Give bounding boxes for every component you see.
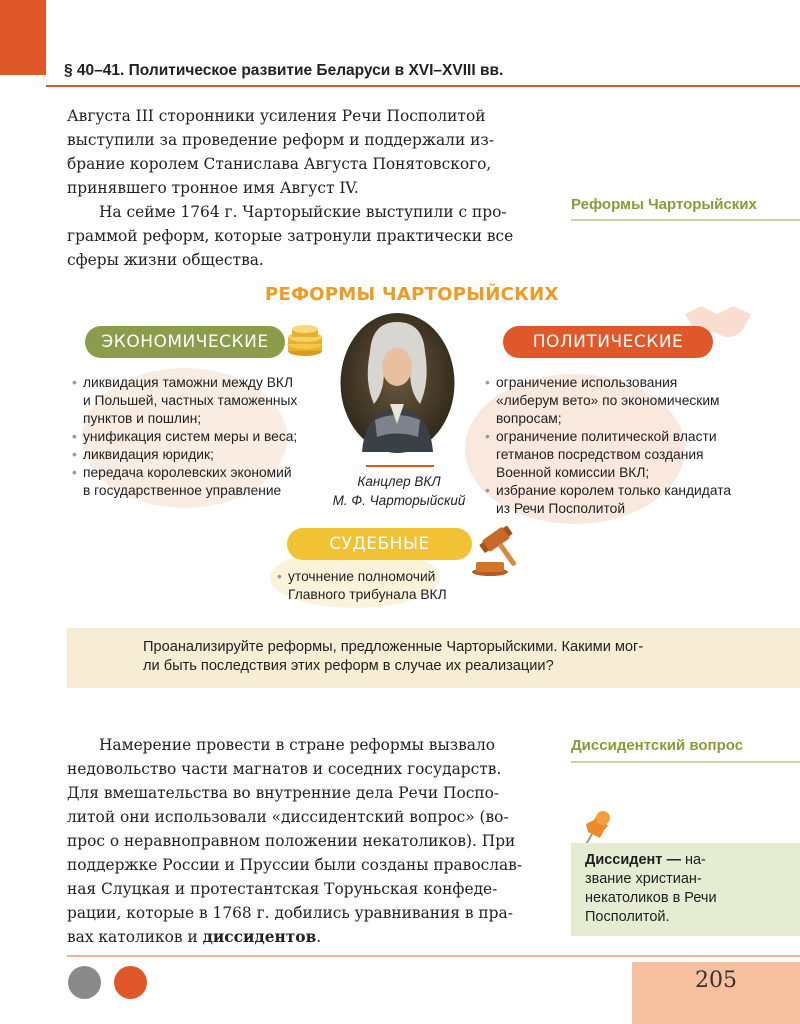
gavel-icon [468,522,538,578]
text-line: На сейме 1764 г. Чарторыйские выступили с про- [99,203,507,221]
text-line: Диссидент — на- [585,852,706,868]
text-line: ли быть последствия этих реформ в случае их реализации? [143,658,554,674]
coins-icon [283,318,327,358]
page-number: 205 [695,968,737,993]
caption-line: М. Ф. Чарторыйский [332,493,466,508]
text-line: прос о неравноправном положении некатоликов). При [67,832,516,850]
task-question [143,638,643,676]
section-header-title: § 40–41. Политическое развитие Беларуси в XVI–XVIII вв. [64,62,504,79]
sidebar-divider [571,219,800,221]
dissident-paragraph [67,733,557,949]
text-line: Намерение провести в стране реформы вызвало [99,736,495,754]
text-line: брание королем Станислава Августа Понятовского, [67,155,492,173]
list-item: • передача королевских экономий в государственное управление [72,464,297,500]
text-line: Августа III сторонники усиления Речи Посполитой [67,107,486,125]
text-line: рации, которые в 1768 г. добились уравнивания в пра- [67,904,513,922]
caption-line: Канцлер ВКЛ [357,474,441,489]
text-line: Посполитой. [585,909,670,925]
text-line: звание христиан- [585,871,702,887]
dissidents-term: диссидентов [202,928,317,946]
economic-reforms-list [72,374,297,500]
list-item: • ограничение политической власти гетманов посредством создания Военной комиссии ВКЛ; [485,428,731,482]
diagram-title: РЕФОРМЫ ЧАРТОРЫЙСКИХ [265,284,559,305]
economic-reforms-label: ЭКОНОМИЧЕСКИЕ [85,326,285,358]
text-line: некатоликов в Речи [585,890,717,906]
political-reforms-list [485,374,731,518]
list-item: • избрание королем только кандидата из Речи Посполитой [485,482,731,518]
list-item: • ликвидация таможни между ВКЛ и Польшей, частных таможенных пунктов и пошлин; [72,374,297,428]
judicial-reforms-label: СУДЕБНЫЕ [287,528,472,560]
text-line: недовольство части магнатов и соседних государств. [67,760,502,778]
text-line: поддержке России и Пруссии были созданы православ- [67,856,523,874]
chapter-corner-tab [0,0,46,75]
political-reforms-label: ПОЛИТИЧЕСКИЕ [503,326,713,358]
text-line: граммой реформ, которые затронули практически все [67,227,514,245]
text-line: принявшего тронное имя Август IV. [67,179,359,197]
sidebar-heading-reforms: Реформы Чарторыйских [571,196,757,213]
definition-text [585,851,717,927]
text-line: сферы жизни общества. [67,251,264,269]
text-line: ная Слуцкая и протестантская Торуньская конфеде- [67,880,498,898]
header-divider [46,85,800,87]
text-line: Для вмешательства во внутренние дела Речи Поспо- [67,784,500,802]
sidebar-heading-dissident: Диссидентский вопрос [571,737,744,754]
portrait-caption [328,472,470,510]
text-line: Проанализируйте реформы, предложенные Чарторыйскими. Какими мог- [143,639,644,655]
chancellor-portrait [340,312,455,454]
sidebar-divider [571,761,800,763]
list-item: • ликвидация юридик; [72,446,297,464]
definition-term: Диссидент — [585,852,681,868]
text-line: выступили за проведение реформ и поддержали из- [67,131,494,149]
footer-divider [67,955,800,957]
text-line: вах католиков и диссидентов. [67,928,322,946]
decor-dot-orange [114,966,147,999]
list-item: • уточнение полномочий Главного трибунала ВКЛ [277,568,447,604]
text-line: литой они использовали «диссидентский вопрос» (во- [67,808,509,826]
decor-dot-grey [68,966,101,999]
intro-paragraph [67,104,557,272]
list-item: • унификация систем меры и веса; [72,428,297,446]
caption-divider [366,465,434,467]
judicial-reforms-list [277,568,447,604]
list-item: • ограничение использования «либерум вето» по экономическим вопросам; [485,374,731,428]
